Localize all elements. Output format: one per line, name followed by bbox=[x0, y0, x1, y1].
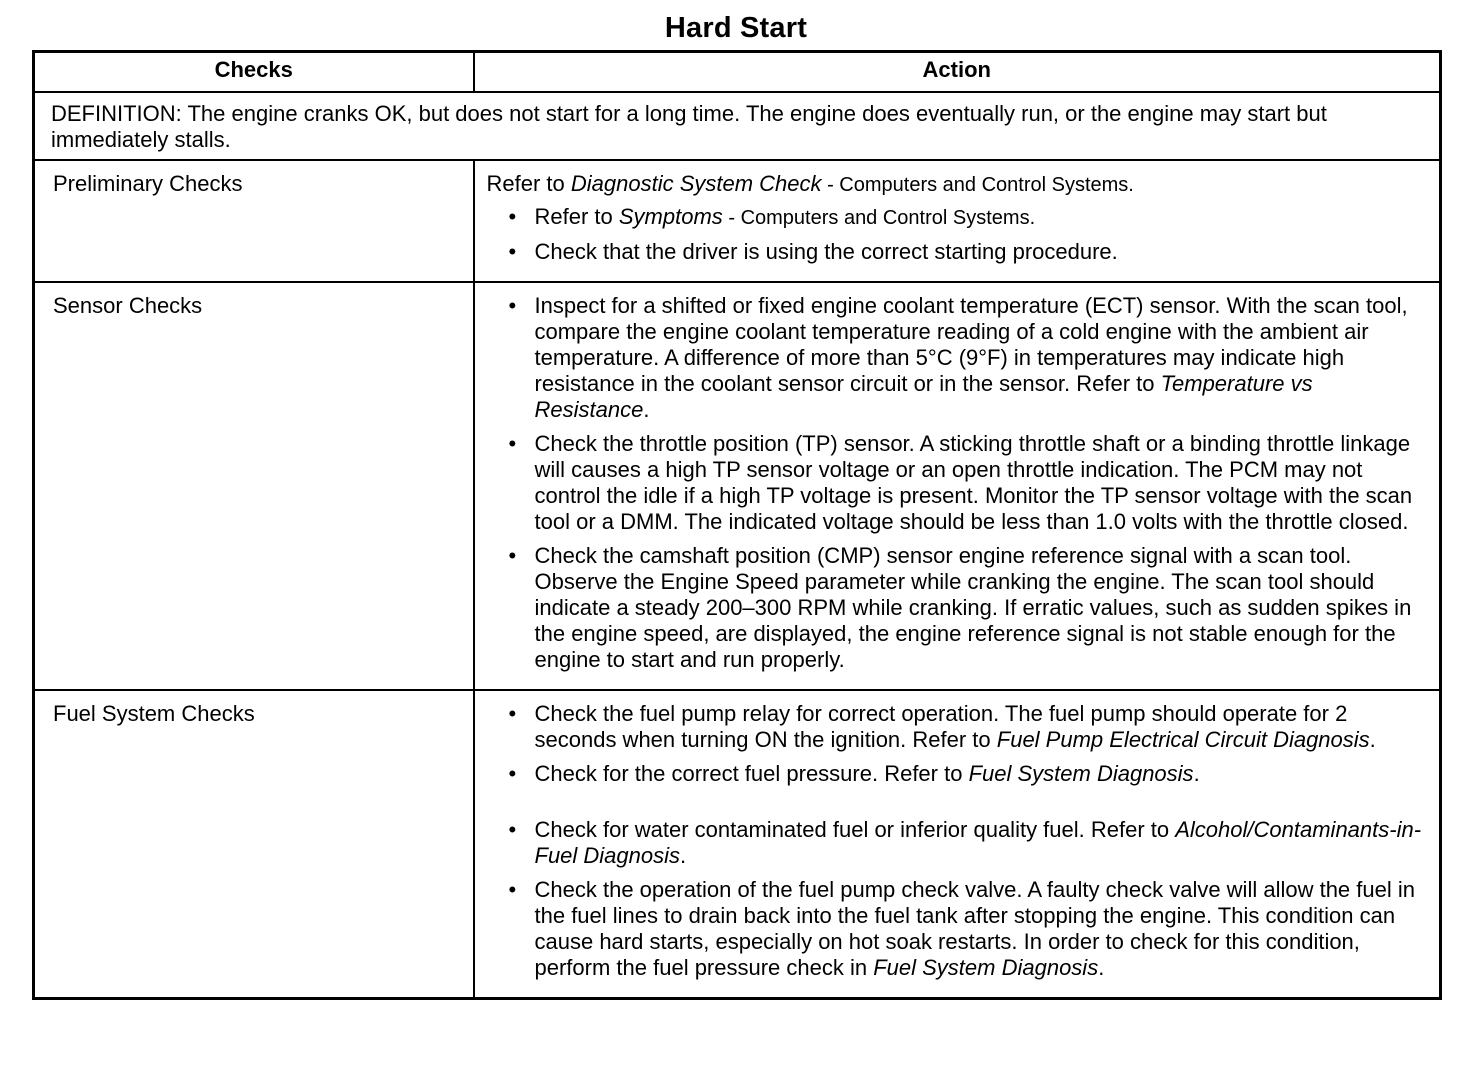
definition-row bbox=[34, 92, 1441, 160]
action-list bbox=[487, 701, 1426, 981]
bullet-icon: • bbox=[508, 239, 517, 264]
bullet-icon: • bbox=[508, 817, 517, 842]
intro-text: Refer to bbox=[486, 171, 571, 196]
list-item: • Check the operation of the fuel pump check valve. A faulty check valve will allow the fuel in the fuel lines to drain back into the fuel tank after stopping the engine. This condition can cause hard starts, especially on hot soak restarts. In order to check for this condition, perform the fuel pressure check in Fuel System Diagnosis. bbox=[508, 877, 1415, 980]
bullet-icon: • bbox=[508, 293, 517, 318]
action-list bbox=[487, 204, 1426, 265]
table-row bbox=[34, 282, 1441, 690]
list-item: • Check for water contaminated fuel or inferior quality fuel. Refer to Alcohol/Contaminants-in-Fuel Diagnosis. bbox=[508, 817, 1422, 868]
list-item: • Refer to Symptoms - Computers and Control Systems. bbox=[508, 204, 1036, 229]
bullet-icon: • bbox=[508, 543, 517, 568]
header-row bbox=[34, 52, 1441, 93]
action-cell bbox=[474, 160, 1441, 282]
list-item: • Inspect for a shifted or fixed engine coolant temperature (ECT) sensor. With the scan tool, compare the engine coolant temperature reading of a cold engine with the ambient air temperature. A difference of more than 5°C (9°F) in temperatures may indicate high resistance in the coolant sensor circuit or in the sensor. Refer to Temperature vs Resistance. bbox=[508, 293, 1408, 422]
list-item: • Check the fuel pump relay for correct operation. The fuel pump should operate for 2 seconds when turning ON the ignition. Refer to Fuel Pump Electrical Circuit Diagnosis. bbox=[508, 701, 1376, 752]
list-item: • Check that the driver is using the correct starting procedure. bbox=[508, 239, 1118, 264]
bullet-icon: • bbox=[508, 877, 517, 902]
action-cell bbox=[474, 282, 1441, 690]
hard-start-table bbox=[32, 50, 1442, 1000]
page-title: Hard Start bbox=[664, 12, 808, 44]
action-intro bbox=[487, 171, 1426, 198]
bullet-icon: • bbox=[508, 761, 517, 786]
bullet-icon: • bbox=[508, 431, 517, 456]
bullet-icon: • bbox=[508, 204, 517, 229]
check-label: Fuel System Checks bbox=[34, 690, 474, 999]
bullet-icon: • bbox=[508, 701, 517, 726]
intro-reference: Diagnostic System Check bbox=[570, 171, 822, 196]
action-list bbox=[487, 293, 1426, 673]
check-label: Sensor Checks bbox=[34, 282, 474, 690]
header-checks: Checks bbox=[34, 52, 474, 93]
list-item: • Check for the correct fuel pressure. Refer to Fuel System Diagnosis. bbox=[508, 761, 1200, 786]
list-item: • Check the throttle position (TP) sensor. A sticking throttle shaft or a binding throttle linkage will causes a high TP sensor voltage or an open throttle indication. The PCM may not control the idle if a high TP voltage is present. Monitor the TP sensor voltage with the scan tool or a DMM. The indicated voltage should be less than 1.0 volts with the throttle closed. bbox=[508, 431, 1413, 534]
table-row bbox=[34, 160, 1441, 282]
list-item: • Check the camshaft position (CMP) sensor engine reference signal with a scan tool. Observe the Engine Speed parameter while cranking the engine. The scan tool should indicate a steady 200–300 RPM while cranking. If erratic values, such as sudden spikes in the engine speed, are displayed, the engine reference signal is not stable enough for the engine to start and run properly. bbox=[508, 543, 1412, 672]
header-action: Action bbox=[474, 52, 1441, 93]
definition-text: DEFINITION: The engine cranks OK, but does not start for a long time. The engine does eventually run, or the engine may start but immediately stalls. bbox=[34, 92, 1441, 160]
action-cell bbox=[474, 690, 1441, 999]
intro-suffix: - Computers and Control Systems. bbox=[821, 174, 1134, 196]
table-row bbox=[34, 690, 1441, 999]
check-label: Preliminary Checks bbox=[34, 160, 474, 282]
